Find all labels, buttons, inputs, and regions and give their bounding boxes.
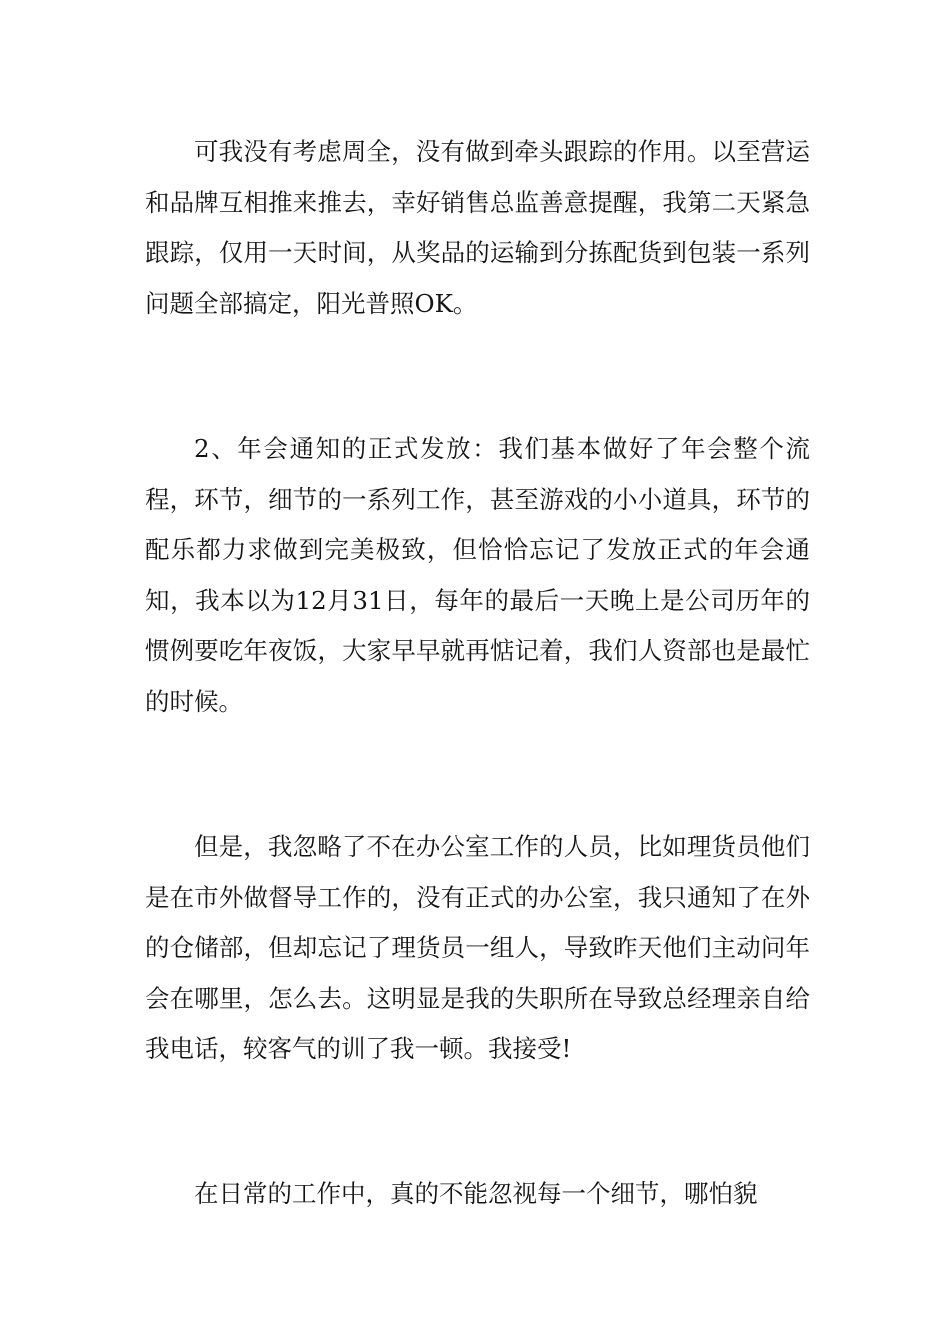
paragraph-missed-staff: 但是，我忽略了不在办公室工作的人员，比如理货员他们是在市外做督导工作的，没有正式的办公室，我只通知了在外的仓储部，但却忘记了理货员一组人，导致昨天他们主动问年会在哪里，怎么去。这明显是我的失职所在导致总经理亲自给我电话，较客气的训了我一顿。我接受! [145, 832, 810, 1063]
paragraph-details-lesson: 在日常的工作中，真的不能忽视每一个细节，哪怕貌 [194, 1179, 758, 1208]
paragraph-annual-meeting-notice: 2、年会通知的正式发放：我们基本做好了年会整个流程，环节，细节的一系列工作，甚至游戏的小小道具，环节的配乐都力求做到完美极致，但恰恰忘记了发放正式的年会通知，我本以为12月31日，每年的最后一天晚上是公司历年的惯例要吃年夜饭，大家早早就再惦记着，我们人资部也是最忙的时候。 [145, 434, 810, 716]
paragraph-award-logistics: 可我没有考虑周全，没有做到牵头跟踪的作用。以至营运和品牌互相推来推去，幸好销售总监善意提醒，我第二天紧急跟踪，仅用一天时间，从奖品的运输到分拣配货到包装一系列问题全部搞定，阳光普照OK。 [145, 137, 810, 318]
